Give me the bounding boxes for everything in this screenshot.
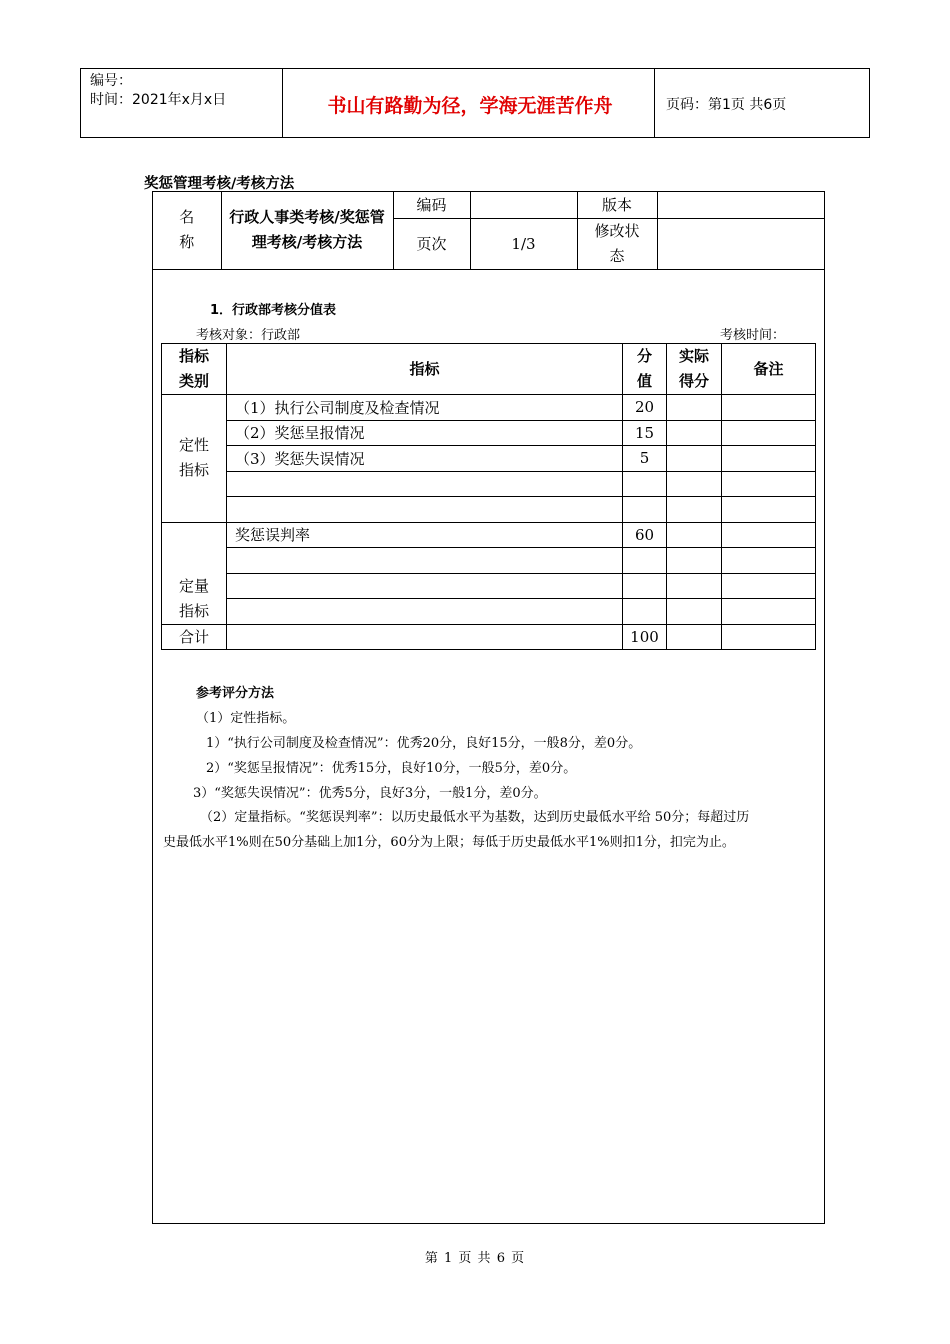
document-title: 奖惩管理考核/考核方法 (144, 176, 295, 192)
indicator-score: 15 (623, 420, 667, 446)
remark-cell (722, 420, 816, 446)
name-value-cell (221, 192, 393, 269)
indicator-name (227, 471, 623, 497)
actual-score-cell (667, 446, 722, 472)
qualitative-category: 定性指标 (162, 395, 227, 523)
page-label: 页次 (393, 218, 470, 269)
remark-cell (722, 624, 816, 650)
method-line: 2）“奖惩呈报情况”：优秀15分，良好10分，一般5分，差0分。 (206, 761, 577, 776)
indicator-score (623, 497, 667, 523)
remark-cell (722, 497, 816, 523)
actual-score-cell (667, 471, 722, 497)
header-motto: 书山有路勤为径，学海无涯苦作舟 (327, 95, 613, 117)
total-indicator-cell (227, 624, 623, 650)
page-value: 1/3 (470, 218, 577, 269)
code-label: 编码 (393, 192, 470, 218)
actual-score-cell (667, 395, 722, 421)
indicator-name: 奖惩误判率 (227, 522, 623, 548)
indicator-score (623, 548, 667, 574)
indicator-score (623, 573, 667, 599)
actual-score-cell (667, 599, 722, 625)
code-value (470, 192, 577, 218)
header-number: 编号： (90, 73, 132, 89)
quantitative-category (162, 522, 227, 624)
indicator-name: （3）奖惩失误情况 (227, 446, 623, 472)
remark-cell (722, 522, 816, 548)
version-value (657, 192, 824, 218)
header-divider (869, 69, 870, 137)
total-score: 100 (623, 624, 667, 650)
method-line: 史最低水平1%则在50分基础上加1分，60分为上限；每低于历史最低水平1%则扣1分，扣完为止。 (163, 835, 735, 850)
assessment-target: 考核对象：行政部 (196, 328, 301, 343)
header-category: 指标类别 (162, 344, 227, 395)
remark-cell (722, 599, 816, 625)
indicator-name: （1）执行公司制度及检查情况 (227, 395, 623, 421)
indicator-name (227, 497, 623, 523)
total-row (162, 624, 816, 650)
method-line: 1）“执行公司制度及检查情况”：优秀20分，良好15分，一般8分，差0分。 (206, 736, 642, 751)
actual-score-cell (667, 624, 722, 650)
table-row (162, 395, 816, 421)
assessment-time: 考核时间： (720, 328, 786, 343)
indicator-name: （2）奖惩呈报情况 (227, 420, 623, 446)
actual-score-cell (667, 420, 722, 446)
actual-score-cell (667, 497, 722, 523)
indicator-name (227, 573, 623, 599)
score-table (161, 343, 816, 650)
header-score: 分值 (623, 344, 667, 395)
indicator-score (623, 471, 667, 497)
status-label: 修改状态 (577, 218, 657, 269)
table-header-row (162, 344, 816, 395)
method-line: （2）定量指标。“奖惩误判率”：以历史最低水平为基数，达到历史最低水平给 50分；每超过历 (200, 810, 750, 825)
status-value (657, 218, 824, 269)
indicator-score: 60 (623, 522, 667, 548)
table-row (162, 471, 816, 497)
section-title: 1．行政部考核分值表 (210, 303, 337, 318)
table-row (162, 446, 816, 472)
table-row (162, 599, 816, 625)
indicator-name (227, 548, 623, 574)
actual-score-cell (667, 573, 722, 599)
table-row (162, 573, 816, 599)
header-remark: 备注 (722, 344, 816, 395)
header-meta (90, 72, 226, 110)
remark-cell (722, 573, 816, 599)
actual-score-cell (667, 522, 722, 548)
table-row (162, 497, 816, 523)
actual-score-cell (667, 548, 722, 574)
remark-cell (722, 471, 816, 497)
table-row (162, 420, 816, 446)
remark-cell (722, 548, 816, 574)
method-line: 3）“奖惩失误情况”：优秀5分，良好3分，一般1分，差0分。 (193, 786, 547, 801)
name-label: 名称 (179, 208, 195, 252)
header-indicator: 指标 (227, 344, 623, 395)
table-row (162, 522, 816, 548)
remark-cell (722, 446, 816, 472)
indicator-score: 5 (623, 446, 667, 472)
remark-cell (722, 395, 816, 421)
indicator-name (227, 599, 623, 625)
page-header (80, 68, 870, 138)
name-label-cell (153, 192, 221, 269)
indicator-score (623, 599, 667, 625)
header-time: 时间：2021年x月x日 (90, 92, 227, 108)
quantitative-category-label: 定量指标 (178, 576, 209, 620)
method-title: 参考评分方法 (196, 686, 275, 701)
header-divider (282, 69, 283, 137)
header-page-number: 页码：第1页 共6页 (666, 97, 787, 113)
indicator-score: 20 (623, 395, 667, 421)
info-table (153, 192, 824, 270)
table-row (162, 548, 816, 574)
header-divider (80, 69, 81, 137)
method-line: （1）定性指标。 (196, 711, 296, 726)
name-value: 行政人事类考核/奖惩管理考核/考核方法 (229, 208, 385, 252)
total-label: 合计 (162, 624, 227, 650)
page-footer: 第 1 页 共 6 页 (424, 1251, 526, 1266)
header-actual: 实际得分 (667, 344, 722, 395)
version-label: 版本 (577, 192, 657, 218)
